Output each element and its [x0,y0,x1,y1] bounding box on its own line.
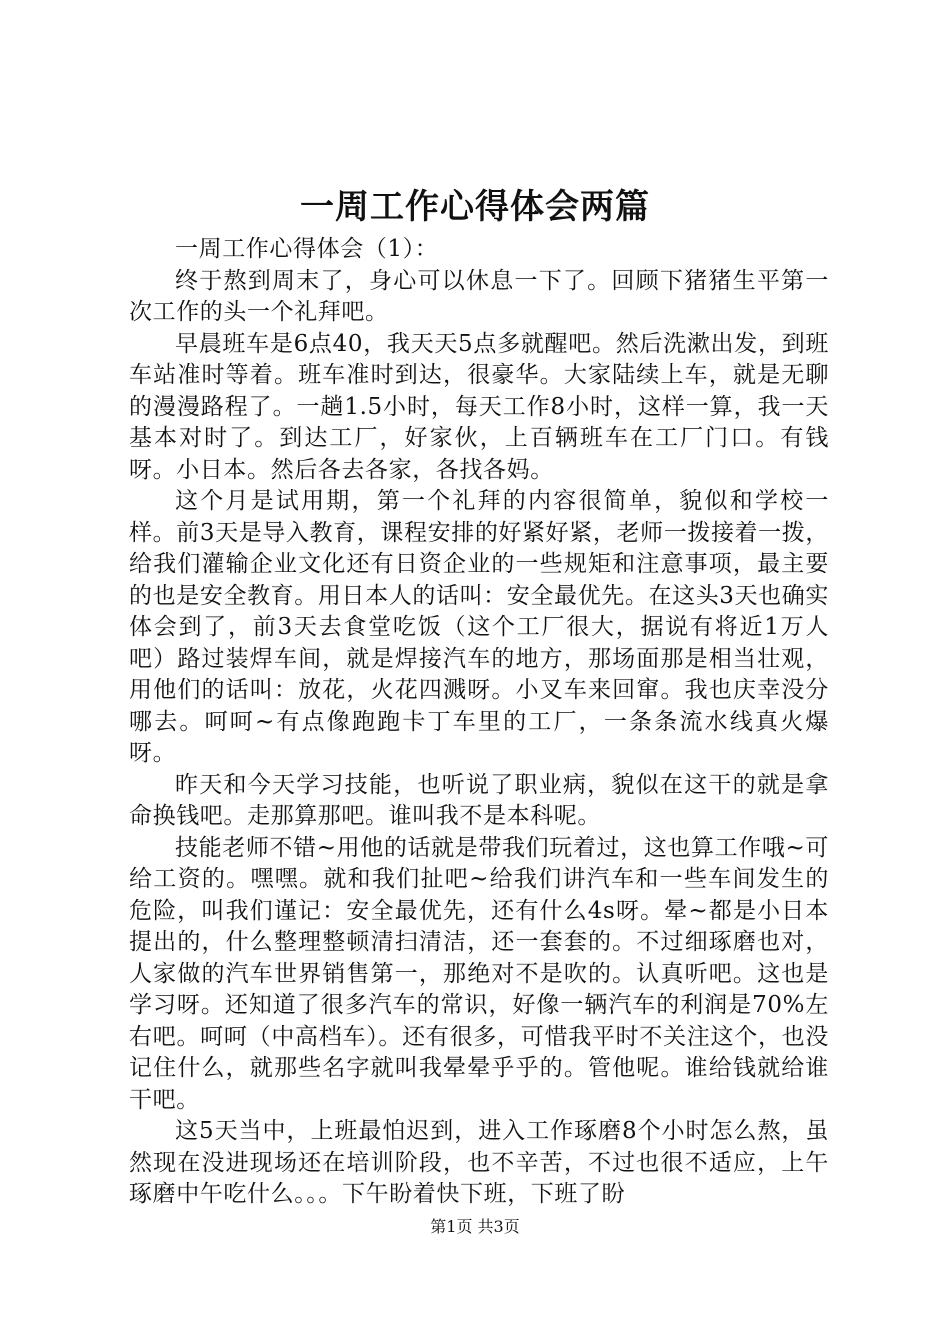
paragraph: 终于熬到周末了，身心可以休息一下了。回顾下猪猪生平第一次工作的头一个礼拜吧。 [129,267,829,325]
paragraph: 技能老师不错~用他的话就是带我们玩着过，这也算工作哦~可给工资的。嘿嘿。就和我们扯吧~给我们讲汽车和一些车间发生的危险，叫我们谨记：安全最优先，还有什么4s呀。晕~都是小日本提出的，什么整理整顿清扫清洁，还一套套的。不过细琢磨也对，人家做的汽车世界销售第一，那绝对不是吹的。认真听吧。这也是学习呀。还知道了很多汽车的常识，好像一辆汽车的利润是70%左右吧。呵呵（中高档车）。还有很多，可惜我平时不关注这个，也没记住什么，就那些名字就叫我晕晕乎乎的。管他呢。谁给钱就给谁干吧。 [129,834,829,1113]
document-body [129,234,829,1211]
section-heading: 一周工作心得体会（1）： [175,236,439,262]
paragraph: 昨天和今天学习技能，也听说了职业病，貌似在这干的就是拿命换钱吧。走那算那吧。谁叫我不是本科呢。 [129,771,829,829]
paragraph: 这个月是试用期，第一个礼拜的内容很简单，貌似和学校一样。前3天是导入教育，课程安排的好紧好紧，老师一拨接着一拨，给我们灌输企业文化还有日资企业的一些规矩和注意事项，最主要的也是安全教育。用日本人的话叫：安全最优先。在这头3天也确实体会到了，前3天去食堂吃饭（这个工厂很大，据说有将近1万人吧）路过装焊车间，就是焊接汽车的地方，那场面那是相当壮观，用他们的话叫：放花，火花四溅呀。小叉车来回窜。我也庆幸没分哪去。呵呵~有点像跑跑卡丁车里的工厂，一条条流水线真火爆呀。 [129,488,829,766]
page-title: 一周工作心得体会两篇 [300,187,650,227]
paragraph: 早晨班车是6点40，我天天5点多就醒吧。然后洗漱出发，到班车站准时等着。班车准时到达，很豪华。大家陆续上车，就是无聊的漫漫路程了。一趟1.5小时，每天工作8小时，这样一算，我一天基本对时了。到达工厂，好家伙，上百辆班车在工厂门口。有钱呀。小日本。然后各去各家，各找各妈。 [129,330,829,483]
paragraph: 这5天当中，上班最怕迟到，进入工作琢磨8个小时怎么熬，虽然现在没进现场还在培训阶段，也不辛苦，不过也很不适应，上午琢磨中午吃什么。。。下午盼着快下班，下班了盼 [129,1118,829,1207]
page-footer: 第1页 共3页 [430,1217,520,1236]
